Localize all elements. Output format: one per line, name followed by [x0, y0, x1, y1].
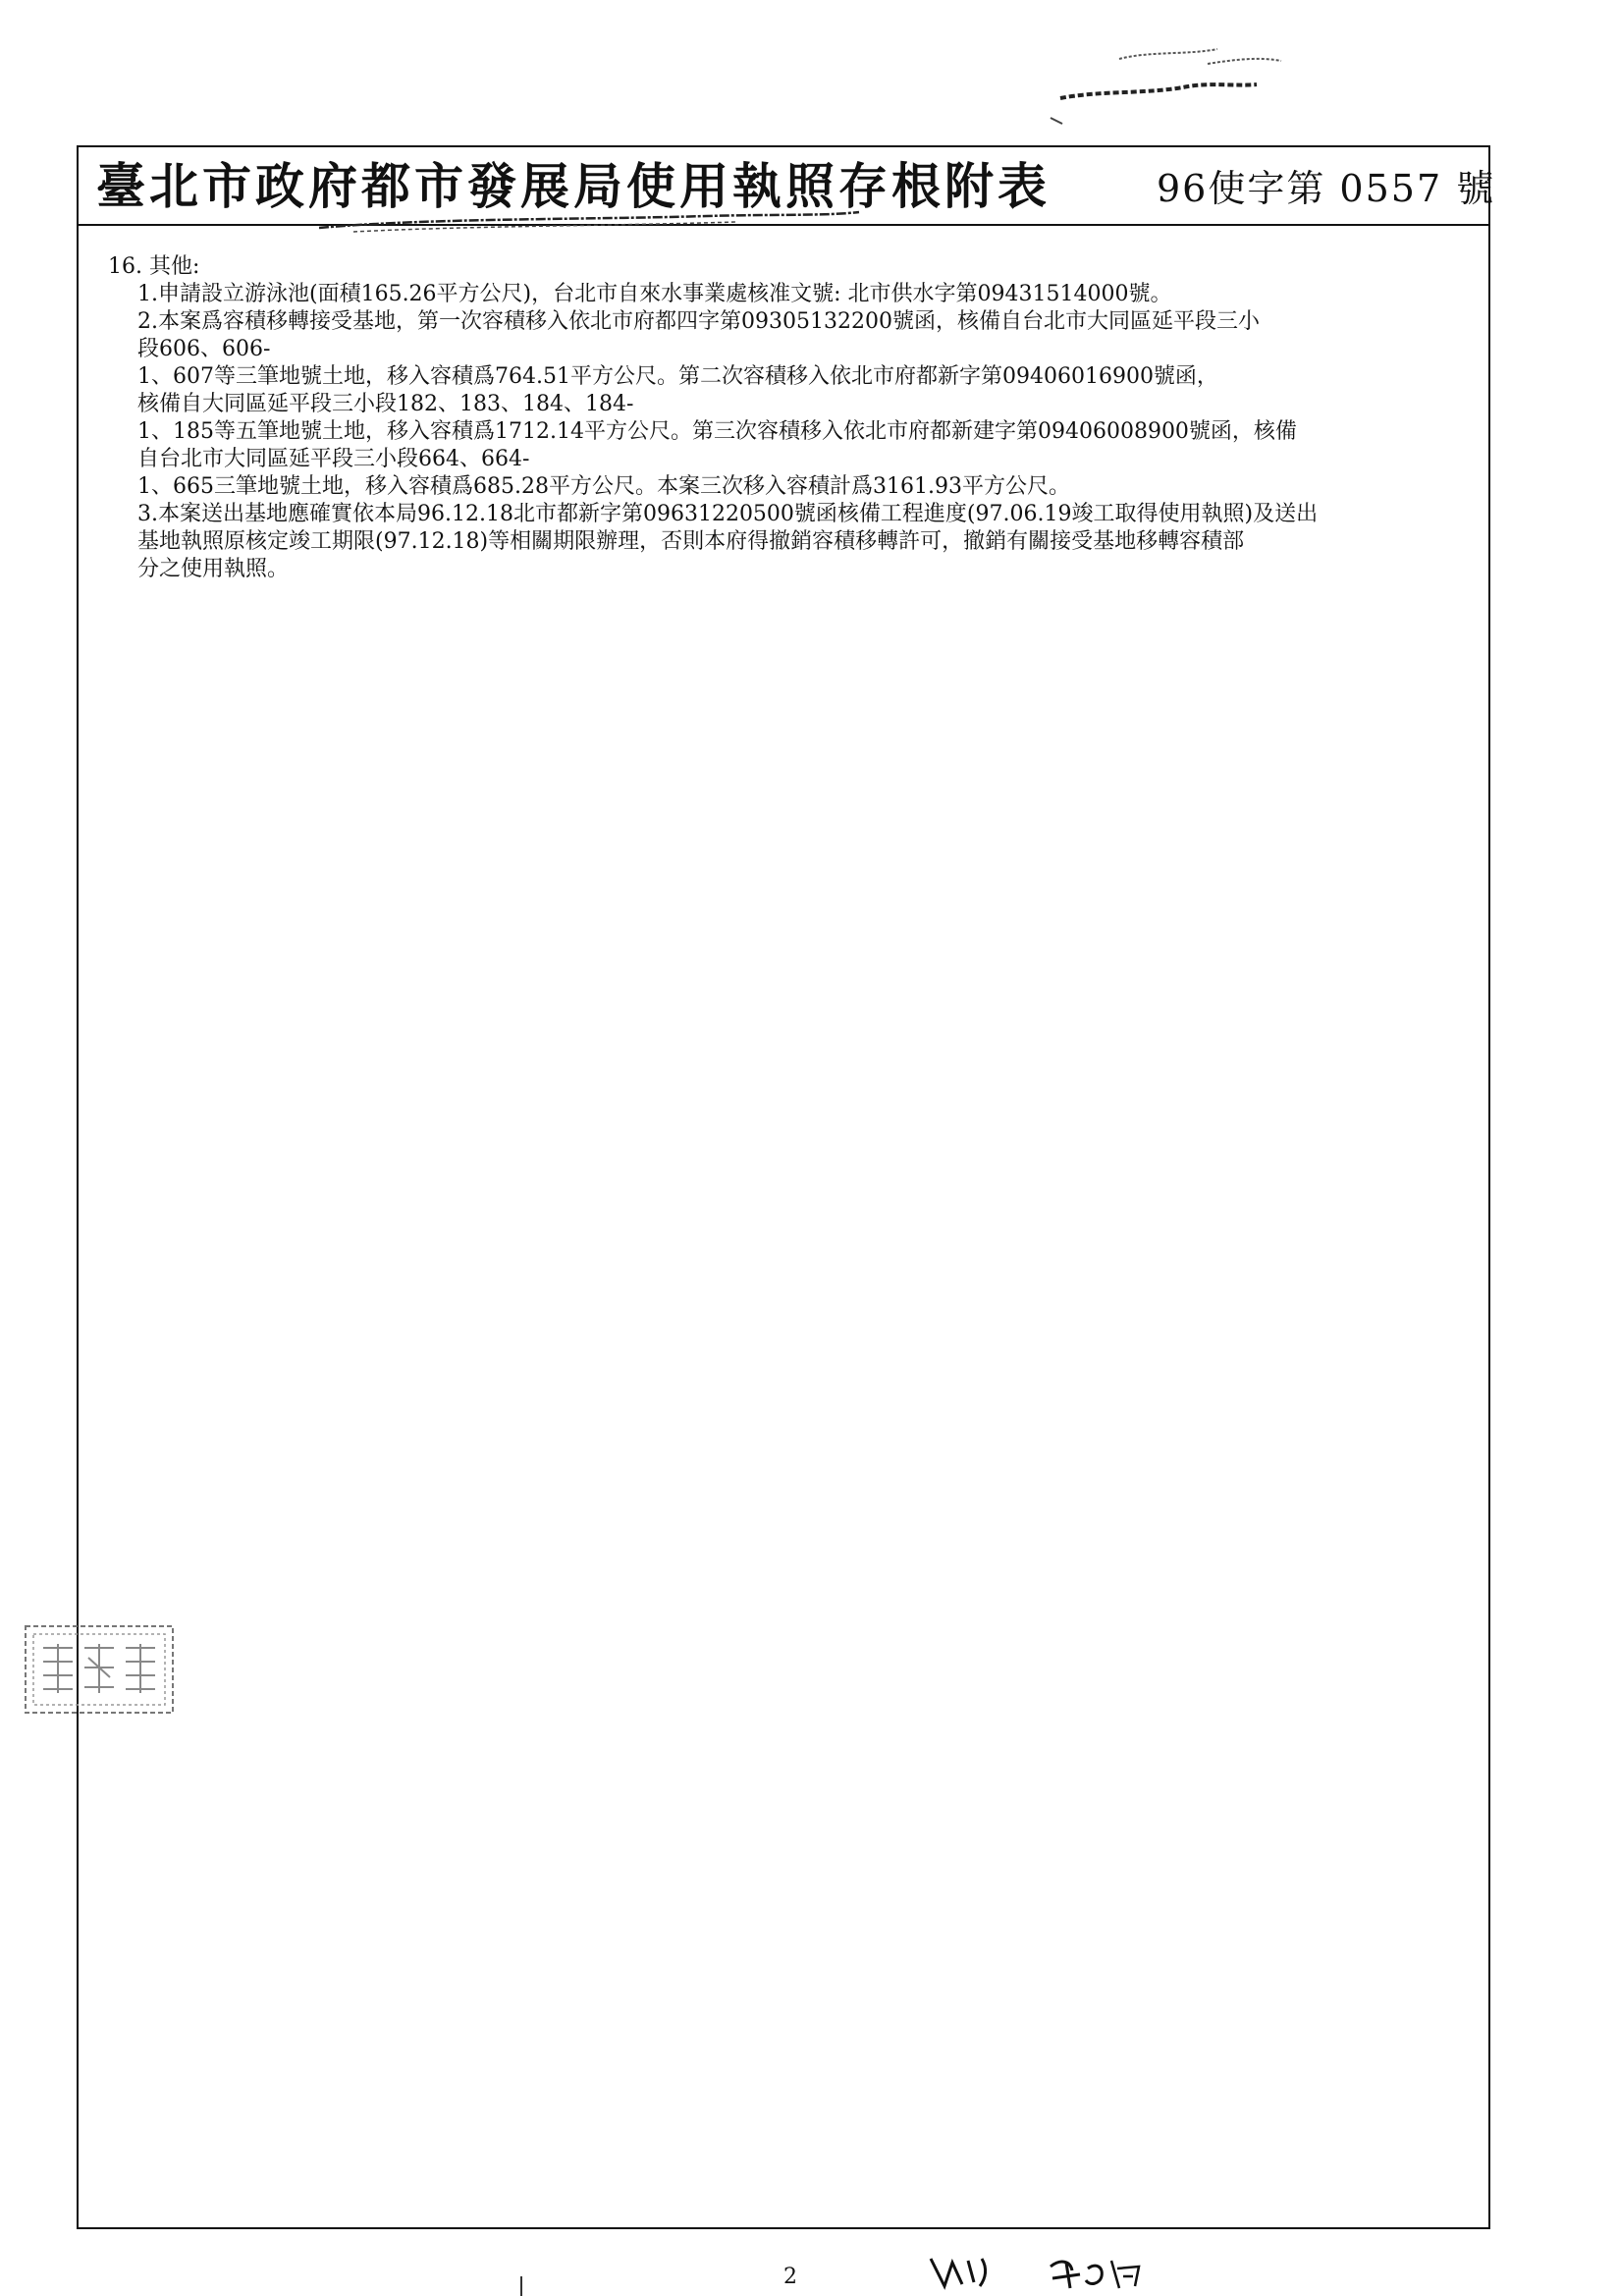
note-line: 核備自大同區延平段三小段182、183、184、184- — [137, 392, 634, 416]
note-line: 自台北市大同區延平段三小段664、664- — [137, 447, 530, 471]
note-line: 分之使用執照。 — [137, 557, 290, 581]
page-number: 2 — [783, 2265, 797, 2289]
note-line: 1、665三筆地號土地，移入容積爲685.28平方公尺。本案三次移入容積計爲3161.93平方公尺。 — [137, 474, 1070, 499]
note-line: 1.申請設立游泳池(面積165.26平方公尺)，台北市自來水事業處核准文號: 北市供水字第09431514000號。 — [137, 282, 1172, 306]
note-line: 基地執照原核定竣工期限(97.12.18)等相關期限辦理，否則本府得撤銷容積移轉許可，撤銷有關接受基地移轉容積部 — [137, 529, 1245, 554]
note-line: 1、607等三筆地號土地，移入容積爲764.51平方公尺。第二次容積移入依北市府都新字第09406016900號函， — [137, 364, 1218, 389]
note-line: 段606、606- — [137, 337, 271, 361]
notes-section — [108, 253, 1522, 583]
note-line: 3.本案送出基地應確實依本局96.12.18北市都新字第09631220500號函核備工程進度(97.06.19竣工取得使用執照)及送出 — [137, 502, 1319, 526]
permit-number: 96使字第 0557 號 — [1157, 167, 1496, 210]
signature-icon — [923, 2249, 1178, 2296]
scribble-icon — [1041, 29, 1296, 128]
note-line: 2.本案爲容積移轉接受基地，第一次容積移入依北市府都四字第09305132200號函，核備自台北市大同區延平段三小 — [137, 309, 1260, 334]
margin-tick — [520, 2276, 522, 2296]
document-title: 臺北市政府都市發展局使用執照存根附表 — [96, 157, 1051, 215]
seal-icon — [20, 1618, 177, 1717]
scribble-icon — [314, 206, 864, 236]
section-heading: 16. 其他: — [108, 254, 200, 279]
note-line: 1、185等五筆地號土地，移入容積爲1712.14平方公尺。第三次容積移入依北市府都新建字第09406008900號函，核備 — [137, 419, 1297, 444]
